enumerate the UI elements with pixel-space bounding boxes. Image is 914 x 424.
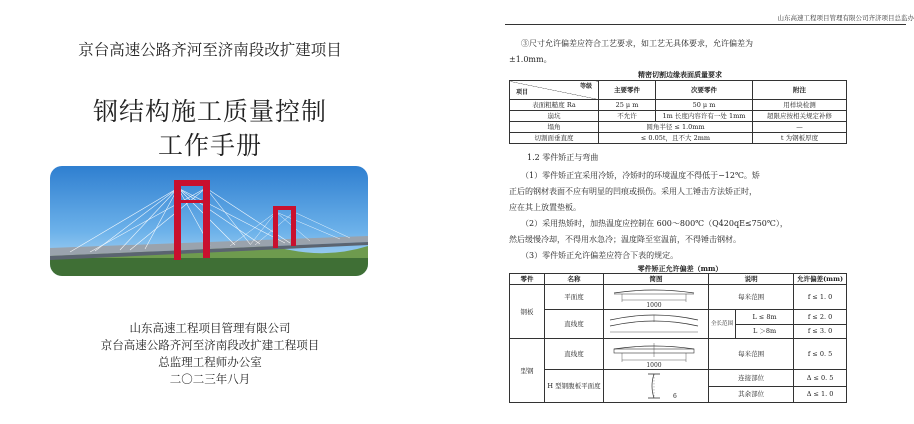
cover-date: 二〇二三年八月 xyxy=(169,372,251,386)
table-row xyxy=(510,285,847,310)
para3: （3）零件矫正允许偏差应符合下表的规定。 xyxy=(521,251,679,260)
row-sub-condition: L ≤ 8m xyxy=(736,310,794,325)
cover-title-line2: 工作手册 xyxy=(157,131,262,160)
table-cell: 塌角 xyxy=(510,122,599,133)
dimension-label: 1000 xyxy=(646,362,662,369)
running-header: 山东高速工程项目管理有限公司齐济项目总监办 xyxy=(777,14,914,22)
h-beam-sketch xyxy=(604,370,709,403)
table-row xyxy=(510,122,847,133)
para1-line3: 应在其上放置垫板。 xyxy=(509,203,581,212)
table-row xyxy=(510,310,847,325)
row-name: 直线度 xyxy=(545,310,604,339)
table-row xyxy=(510,133,847,144)
diagonal-header-cell xyxy=(510,81,599,100)
header-remark: 附注 xyxy=(753,81,847,100)
flatness-sketch xyxy=(604,285,709,310)
header-name: 名称 xyxy=(545,274,604,285)
table-row xyxy=(510,274,847,285)
cutting-table-caption: 精密切割边缘表面质量要求 xyxy=(638,70,722,79)
part-section-steel: 型钢 xyxy=(510,339,545,403)
straightness-sketch xyxy=(604,310,709,339)
row-value: f ≤ 1. 0 xyxy=(794,285,847,310)
cutting-quality-table xyxy=(509,80,847,144)
tolerance-paragraph-line1: ③尺寸允许偏差应符合工艺要求，如工艺无具体要求，允许偏差为 xyxy=(521,39,753,48)
table-row xyxy=(510,100,847,111)
table-cell: ≤ 0.05t，且不大 2mm xyxy=(599,133,753,144)
header-grade: 等级 xyxy=(579,83,592,90)
para2-line2: 然后缓慢冷却，不得用水急冷；温度降至室温前，不得锤击钢材。 xyxy=(509,235,741,244)
table-cell: 50 μ m xyxy=(656,100,753,111)
table-cell: t 为钢板厚度 xyxy=(753,133,847,144)
row-note: 其余部位 xyxy=(709,386,794,403)
cover-project-name: 京台高速公路齐河至济南段改扩建项目 xyxy=(78,41,342,59)
header-item: 项目 xyxy=(516,89,529,96)
row-note: 每米范围 xyxy=(709,339,794,370)
row-value: f ≤ 0. 5 xyxy=(794,339,847,370)
row-sub-condition: L ＞8m xyxy=(736,324,794,339)
header-secondary-part: 次要零件 xyxy=(656,81,753,100)
part-steel-plate: 钢板 xyxy=(510,285,545,339)
cover-org-company: 山东高速工程项目管理有限公司 xyxy=(129,321,291,335)
section-straightness-sketch xyxy=(604,339,709,370)
header-main-part: 主要零件 xyxy=(599,81,656,100)
section-heading: 1.2 零件矫正与弯曲 xyxy=(527,153,599,162)
row-note-group: 全长范围 xyxy=(709,310,736,339)
table-cell: 崩坑 xyxy=(510,111,599,122)
para1-line2: 正后的钢材表面不应有明显的凹痕或损伤。采用人工锤击方法矫正时， xyxy=(509,187,757,196)
table-row xyxy=(510,339,847,370)
header-part: 零件 xyxy=(510,274,545,285)
row-value: f ≤ 2. 0 xyxy=(794,310,847,325)
cover-bridge-photo xyxy=(50,166,368,276)
row-value: Δ ≤ 1. 0 xyxy=(794,386,847,403)
dimension-label: 1000 xyxy=(646,302,662,309)
cover-org-project: 京台高速公路齐河至济南段改扩建工程项目 xyxy=(100,338,320,352)
row-value: f ≤ 3. 0 xyxy=(794,324,847,339)
table-cell: — xyxy=(753,122,847,133)
row-value: Δ ≤ 0. 5 xyxy=(794,370,847,387)
cover-org-office: 总监理工程师办公室 xyxy=(158,355,262,369)
table-row xyxy=(510,111,847,122)
straightening-tolerance-table xyxy=(509,273,847,403)
para2-line1: （2）采用热矫时，加热温度应控制在 600～800℃（Q420qE≤750℃）， xyxy=(521,219,788,228)
para1-line1: （1）零件矫正宜采用冷矫，冷矫时的环境温度不得低于−12℃。矫 xyxy=(521,171,760,180)
header-sketch: 简图 xyxy=(604,274,709,285)
straightening-table-caption: 零件矫正允许偏差（mm） xyxy=(637,264,723,273)
header-rule xyxy=(505,24,906,25)
row-note: 每米范围 xyxy=(709,285,794,310)
table-cell: 超限应按相关规定补修 xyxy=(753,111,847,122)
page-number: 6 xyxy=(673,393,677,400)
table-row xyxy=(510,370,847,387)
cover-page xyxy=(0,0,420,424)
row-name: 平面度 xyxy=(545,285,604,310)
tolerance-paragraph-line2: ±1.0mm。 xyxy=(509,55,552,64)
document-page xyxy=(505,0,914,424)
header-tolerance: 允许偏差(mm) xyxy=(794,274,847,285)
table-cell: 不允许 xyxy=(599,111,656,122)
header-note: 说明 xyxy=(709,274,794,285)
table-cell: 切割面垂直度 xyxy=(510,133,599,144)
table-cell: 1m 长度内容许有一处 1mm xyxy=(656,111,753,122)
table-cell: 圆角半径 ≤ 1.0mm xyxy=(599,122,753,133)
table-cell: 表面粗糙度 Ra xyxy=(510,100,599,111)
table-cell: 用样块检测 xyxy=(753,100,847,111)
table-cell: 25 μ m xyxy=(599,100,656,111)
cover-title-line1: 钢结构施工质量控制 xyxy=(92,97,327,126)
row-name: H 型钢腹板平面度 xyxy=(545,370,604,403)
row-name: 直线度 xyxy=(545,339,604,370)
table-row xyxy=(510,81,847,100)
row-note: 连接部位 xyxy=(709,370,794,387)
